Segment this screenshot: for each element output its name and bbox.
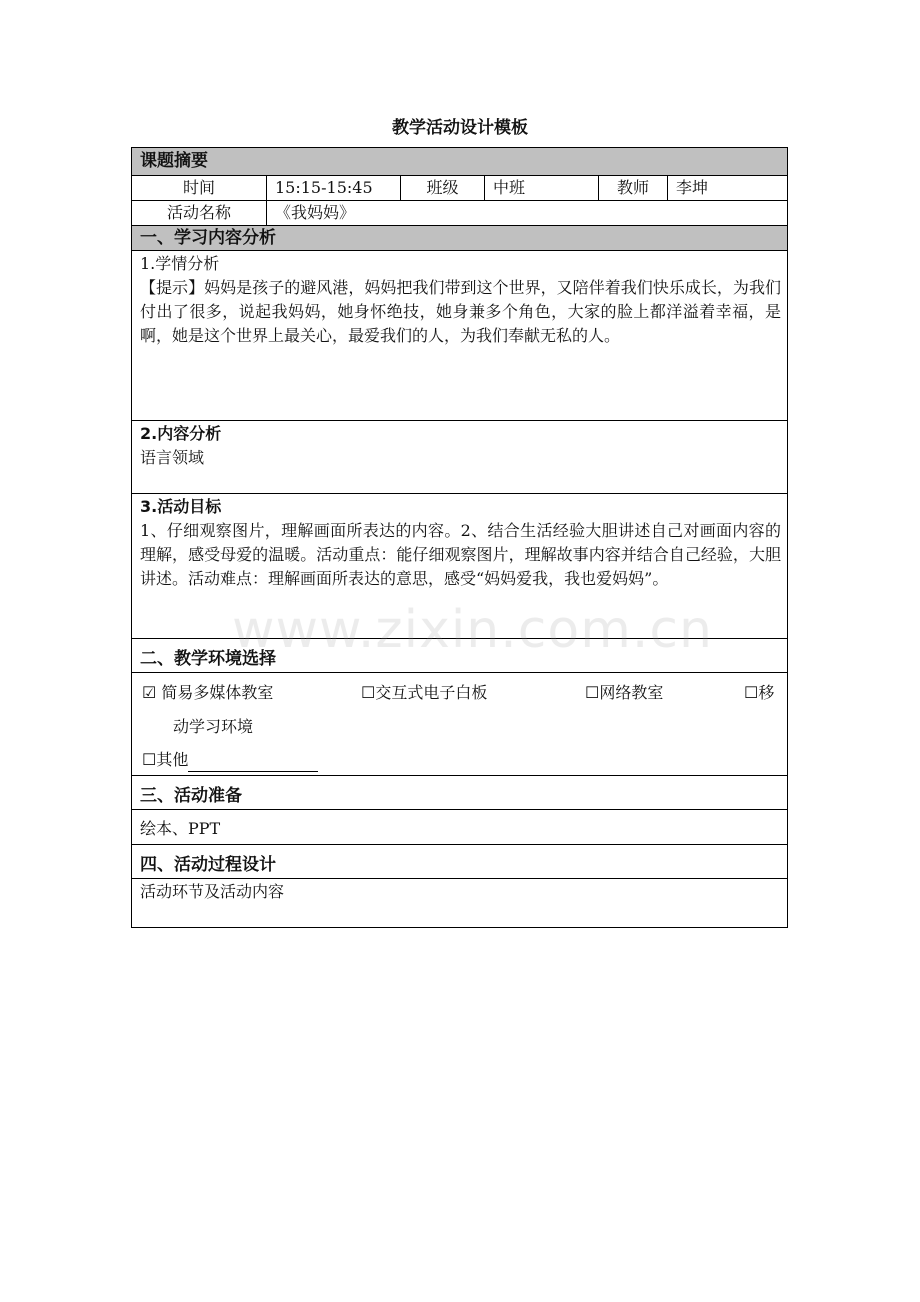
option-other-label: ☐其他: [142, 750, 189, 769]
activity-goals-block: [132, 494, 787, 639]
section2-header: 二、教学环境选择: [132, 639, 787, 673]
content-analysis-block: [132, 421, 787, 494]
preparation-text: 绘本、PPT: [132, 810, 787, 845]
activity-name-value: 《我妈妈》: [275, 203, 356, 222]
activity-goals-text: 1、仔细观察图片，理解画面所表达的内容。2、结合生活经验大胆讲述自己对画面内容的理解，感受母爱的温暖。活动重点：能仔细观察图片，理解故事内容并结合自己经验，大胆讲述。活动难点：理解画面所表达的意思，感受“妈妈爱我，我也爱妈妈”。: [140, 521, 781, 588]
learning-analysis-text: 【提示】妈妈是孩子的避风港，妈妈把我们带到这个世界，又陪伴着我们快乐成长，为我们付出了很多，说起我妈妈，她身怀绝技，她身兼多个角色，大家的脸上都洋溢着幸福，是啊，她是这个世界上最关心，最爱我们的人，为我们奉献无私的人。: [140, 278, 781, 345]
section3-header: 三、活动准备: [132, 776, 787, 810]
watermark: www.zixin.com.cn: [232, 600, 713, 660]
option-simple-multimedia: ☑ 简易多媒体教室: [142, 683, 274, 702]
lesson-plan-form: [131, 147, 788, 928]
environment-options-block: [132, 673, 787, 776]
time-value: 15:15-15:45: [267, 176, 401, 200]
activity-name-label: 活动名称: [132, 201, 267, 225]
time-label: 时间: [132, 176, 267, 200]
other-blank-line: [188, 753, 318, 772]
option-mobile-learning: ☐移: [744, 683, 775, 702]
option-mobile-learning-cont: 动学习环境: [173, 717, 254, 736]
option-network-classroom: ☐网络教室: [585, 683, 664, 702]
learning-analysis-block: [132, 251, 787, 421]
activity-goals-title: 3.活动目标: [140, 497, 222, 516]
content-analysis-title: 2.内容分析: [140, 424, 222, 443]
teacher-label: 教师: [599, 176, 668, 200]
activity-name-row: [132, 201, 787, 226]
option-interactive-whiteboard: ☐交互式电子白板: [361, 683, 488, 702]
summary-info-row: [132, 176, 787, 201]
section4-header: 四、活动过程设计: [132, 845, 787, 879]
class-value: 中班: [485, 176, 599, 200]
document-title: 教学活动设计模板: [392, 118, 528, 138]
option-other: [142, 748, 318, 772]
content-analysis-text: 语言领域: [140, 448, 205, 467]
summary-header: 课题摘要: [132, 148, 787, 176]
section1-header: 一、学习内容分析: [132, 226, 787, 251]
learning-analysis-title: 1.学情分析: [140, 254, 220, 273]
class-label: 班级: [401, 176, 485, 200]
process-design-text: 活动环节及活动内容: [140, 882, 285, 901]
teacher-value: 李坤: [676, 178, 709, 197]
